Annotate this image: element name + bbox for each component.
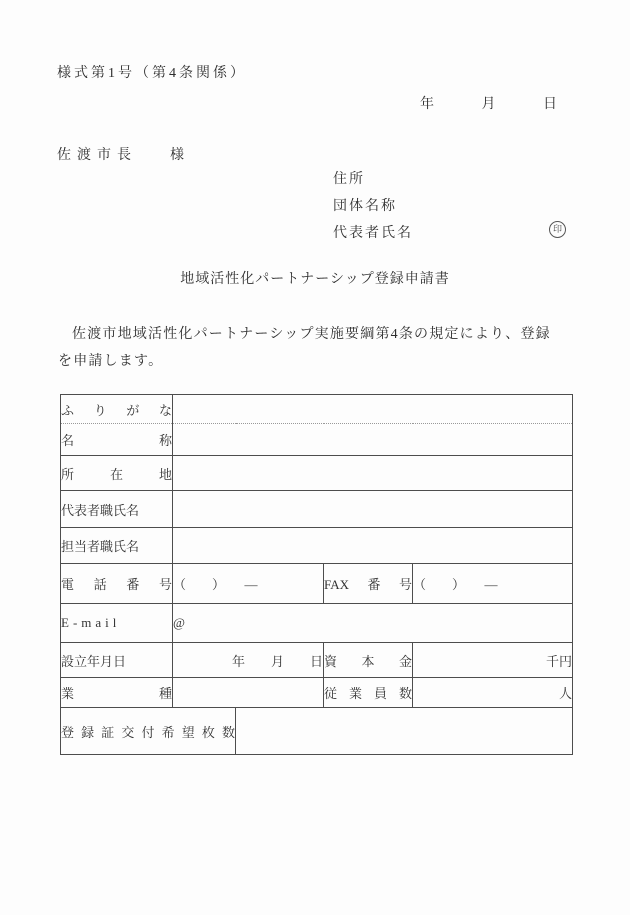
registration-table	[60, 394, 573, 755]
seal-mark-icon: 印	[549, 221, 566, 238]
name-value-cell	[173, 424, 573, 456]
established-value-cell: 年 月 日	[173, 643, 324, 678]
furigana-value-cell	[173, 395, 573, 424]
statement-line-2: を申請します。	[58, 354, 164, 369]
recipient-name: 佐渡市長	[57, 148, 137, 163]
industry-label-cell: 業種	[61, 678, 173, 708]
industry-value-cell	[173, 678, 324, 708]
recipient-line	[0, 148, 630, 166]
fax-value-cell: （ ） ―	[413, 564, 573, 604]
phone-value-cell: （ ） ―	[173, 564, 324, 604]
capital-label-cell: 資本金	[324, 643, 413, 678]
email-value-cell: @	[173, 604, 573, 643]
furigana-label-cell: ふりがな	[61, 395, 173, 424]
certificates-value-cell	[236, 708, 573, 755]
location-value-cell	[173, 456, 573, 491]
table-row	[61, 491, 573, 528]
phone-label-cell: 電話番号	[61, 564, 173, 604]
table-row	[61, 604, 573, 643]
document-title: 地域活性化パートナーシップ登録申請書	[180, 272, 450, 287]
year-label: 年	[420, 97, 434, 112]
employees-value-cell: 人	[413, 678, 573, 708]
issue-date-line	[420, 97, 557, 113]
application-statement	[58, 321, 566, 375]
representative-label-cell: 代表者職氏名	[61, 491, 173, 528]
capital-value-cell: 千円	[413, 643, 573, 678]
day-label: 日	[543, 97, 557, 112]
representative-value-cell	[173, 491, 573, 528]
certificates-label-cell: 登録証交付希望枚数	[61, 708, 236, 755]
table-row	[61, 678, 573, 708]
email-label-cell: E-mail	[61, 604, 173, 643]
applicant-representative-label: 代表者氏名	[333, 226, 413, 241]
table-row	[61, 424, 573, 456]
table-row	[61, 528, 573, 564]
fax-label-cell: FAX番号	[324, 564, 413, 604]
employees-label-cell: 従業員数	[324, 678, 413, 708]
contact-value-cell	[173, 528, 573, 564]
contact-label-cell: 担当者職氏名	[61, 528, 173, 564]
name-label-cell: 名称	[61, 424, 173, 456]
honorific-label: 様	[170, 148, 184, 163]
table-row	[61, 456, 573, 491]
applicant-organization-label: 団体名称	[333, 199, 397, 214]
form-number: 様式第1号（第4条関係）	[57, 66, 247, 81]
applicant-address-label: 住所	[333, 172, 365, 187]
table-row	[61, 643, 573, 678]
established-label-cell: 設立年月日	[61, 643, 173, 678]
table-row	[61, 395, 573, 424]
month-label: 月	[481, 97, 496, 112]
statement-line-1: 佐渡市地域活性化パートナーシップ実施要綱第4条の規定により、登録	[72, 327, 551, 342]
table-row	[61, 708, 573, 755]
location-label-cell: 所在地	[61, 456, 173, 491]
table-row	[61, 564, 573, 604]
